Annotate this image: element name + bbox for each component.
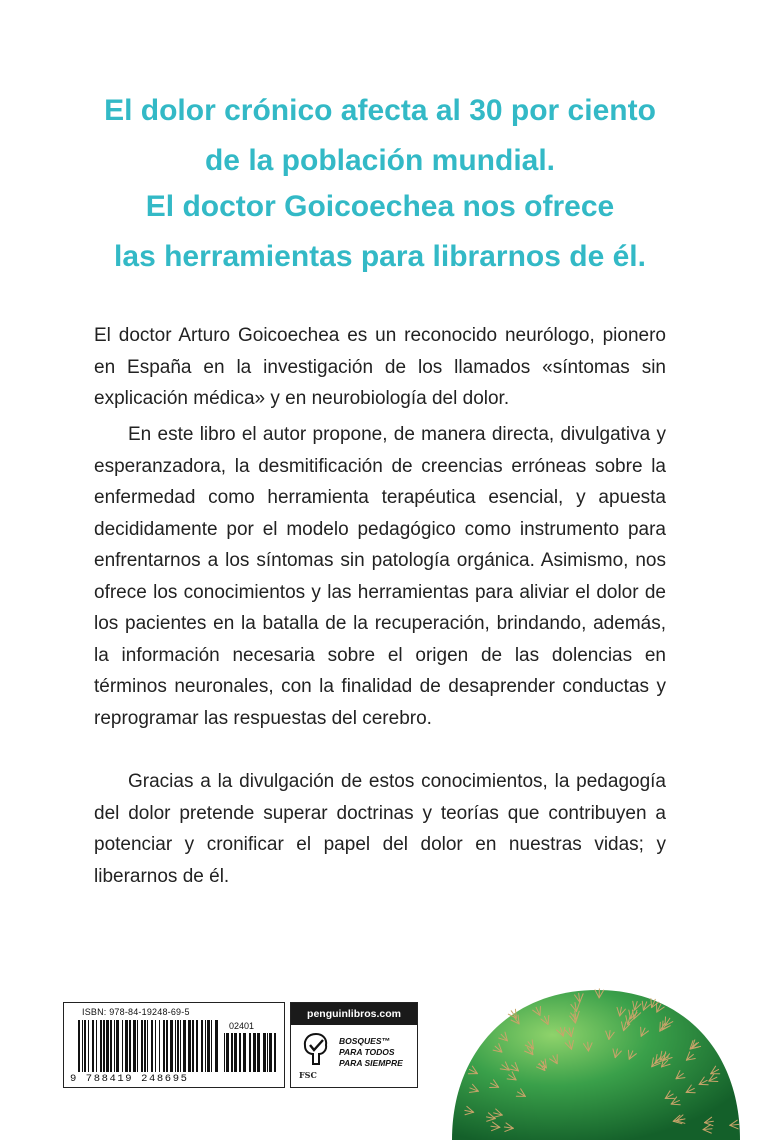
- isbn-barcode: [63, 1002, 285, 1088]
- barcode-digits: 9 788419 248695: [70, 1073, 189, 1085]
- barcode-bar: [114, 1020, 115, 1072]
- barcode-bar: [163, 1020, 165, 1072]
- barcode-bar: [84, 1020, 86, 1072]
- barcode-bar: [226, 1033, 229, 1072]
- barcode-bar: [147, 1020, 148, 1072]
- fsc-claim-line-2: PARA TODOS: [339, 1047, 395, 1057]
- barcode-bar: [137, 1020, 138, 1072]
- paragraph-author-text: El doctor Arturo Goicoechea es un reconocido neurólogo, pionero en España en la investigación de los llamados «síntomas sin explicación médica» y en neurobiología del dolor.: [94, 325, 666, 409]
- barcode-bars: [78, 1020, 218, 1072]
- barcode-bar: [151, 1020, 153, 1072]
- barcode-bar: [175, 1020, 176, 1072]
- publisher-url: penguinlibros.com: [291, 1003, 417, 1025]
- publisher-box: [290, 1002, 418, 1088]
- barcode-bar: [180, 1020, 181, 1072]
- barcode-bar: [100, 1020, 102, 1072]
- barcode-bar: [215, 1020, 218, 1072]
- barcode-addon-bars: [224, 1033, 276, 1072]
- isbn-number: ISBN: 978-84-19248-69-5: [82, 1007, 190, 1017]
- barcode-bar: [155, 1020, 156, 1072]
- barcode-bar: [253, 1033, 256, 1072]
- barcode-bar: [82, 1020, 83, 1072]
- barcode-bar: [88, 1020, 89, 1072]
- headline-bottom: [0, 182, 760, 282]
- barcode-bar: [234, 1033, 237, 1072]
- barcode-bar: [211, 1020, 212, 1072]
- barcode-bar: [133, 1020, 136, 1072]
- barcode-bar: [239, 1033, 241, 1072]
- barcode-bar: [177, 1020, 179, 1072]
- paragraph-book-text: En este libro el autor propone, de manera directa, divulgativa y esperanzadora, la desmitificación de creencias erróneas sobre la enfermedad como herramienta terapéutica esencial, y apuesta decididamente por el modelo pedagógico como instrumento para enfrentarnos a los síntomas sin patología orgánica. Asimismo, nos ofrece los conocimientos y las herramientas para aliviar el dolor de los pacientes en la batalla de la recuperación, brindando, además, la información necesaria sobre el origen de las dolencias en términos neuronales, con la finalidad de desaprender conductas y reprogramar las respuestas del cerebro.: [94, 424, 666, 729]
- headline-line-2: de la población mundial.: [204, 144, 556, 177]
- barcode-bar: [106, 1020, 109, 1072]
- barcode-bar: [159, 1020, 160, 1072]
- barcode-bar: [166, 1020, 168, 1072]
- barcode-bar: [192, 1020, 194, 1072]
- barcode-bar: [122, 1020, 123, 1072]
- barcode-bar: [144, 1020, 146, 1072]
- barcode-bar: [110, 1020, 112, 1072]
- barcode-bar: [188, 1020, 191, 1072]
- paragraph-book: [94, 419, 666, 734]
- barcode-bar: [196, 1020, 198, 1072]
- barcode-bar: [125, 1020, 128, 1072]
- barcode-bar: [183, 1020, 186, 1072]
- fsc-claim-line-1: BOSQUES™: [339, 1036, 391, 1046]
- paragraph-author: [94, 320, 666, 415]
- fsc-claim-line-3: PARA SIEMPRE: [339, 1058, 403, 1068]
- barcode-bar: [170, 1020, 173, 1072]
- barcode-bar: [267, 1033, 268, 1072]
- cactus-spine: [641, 1027, 642, 1036]
- headline-line-1: El dolor crónico afecta al 30 por ciento: [104, 94, 656, 127]
- barcode-bar: [243, 1033, 246, 1072]
- barcode-bar: [224, 1033, 225, 1072]
- barcode-bar: [141, 1020, 143, 1072]
- barcode-addon-code: 02401: [229, 1021, 255, 1031]
- barcode-bar: [249, 1033, 251, 1072]
- barcode-bar: [269, 1033, 272, 1072]
- barcode-bar: [103, 1020, 105, 1072]
- barcode-bar: [207, 1020, 210, 1072]
- fsc-tree-check-icon: [299, 1031, 333, 1069]
- fsc-label: FSC: [299, 1070, 317, 1080]
- paragraph-closing: [94, 766, 666, 892]
- headline-top: [0, 86, 760, 186]
- headline-line-4: las herramientas para librarnos de él.: [114, 240, 646, 273]
- barcode-bar: [201, 1020, 203, 1072]
- cactus-illustration: [432, 960, 760, 1140]
- fsc-claim: [339, 1036, 403, 1069]
- barcode-bar: [231, 1033, 233, 1072]
- barcode-bar: [129, 1020, 131, 1072]
- barcode-bar: [78, 1020, 80, 1072]
- barcode-bar: [274, 1033, 276, 1072]
- barcode-bar: [92, 1020, 94, 1072]
- barcode-bar: [96, 1020, 97, 1072]
- headline-line-3: El doctor Goicoechea nos ofrece: [145, 190, 615, 223]
- paragraph-closing-text: Gracias a la divulgación de estos conocimientos, la pedagogía del dolor pretende superar doctrinas y teorías que contribuyen a potenciar y cronificar el papel del dolor en nuestras vidas; y liberarnos de él.: [94, 771, 666, 887]
- barcode-bar: [257, 1033, 260, 1072]
- barcode-bar: [116, 1020, 119, 1072]
- cactus-spine: [651, 999, 652, 1008]
- barcode-bar: [205, 1020, 206, 1072]
- barcode-bar: [263, 1033, 266, 1072]
